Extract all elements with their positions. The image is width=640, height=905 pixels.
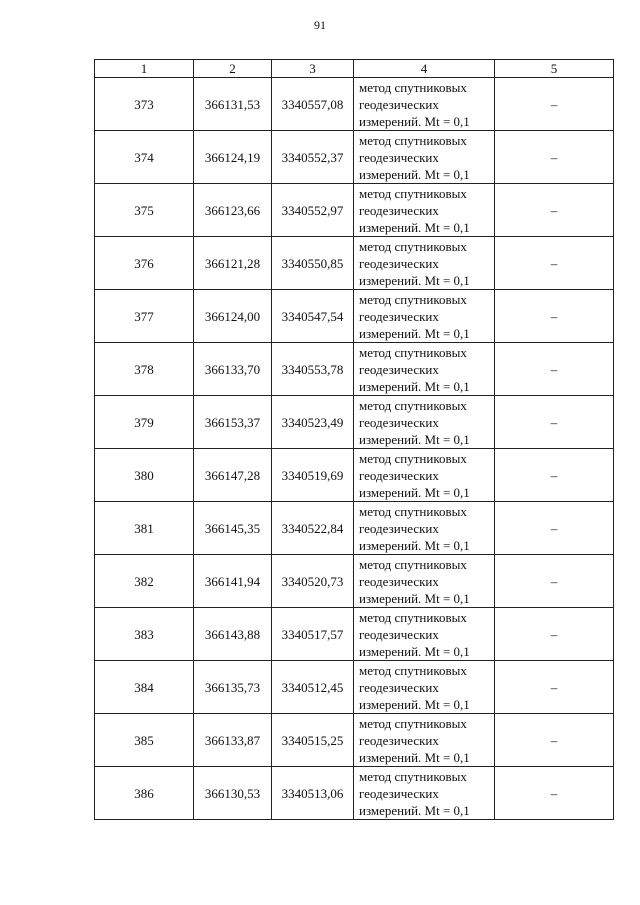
method-cell [354, 555, 495, 608]
method-line: метод спутниковых [359, 450, 467, 466]
table-header-row [95, 60, 614, 78]
x-coordinate-cell: 366153,37 [194, 396, 272, 449]
table-row [95, 449, 614, 502]
method-line: измерений. Mt = 0,1 [359, 325, 470, 341]
table-row [95, 661, 614, 714]
table-row [95, 237, 614, 290]
method-line: геодезических [359, 679, 439, 695]
point-number-cell: 374 [95, 131, 194, 184]
header-cell-4: 4 [354, 60, 495, 78]
method-line: измерений. Mt = 0,1 [359, 113, 470, 129]
table-row [95, 184, 614, 237]
x-coordinate-cell: 366124,00 [194, 290, 272, 343]
y-coordinate-cell: 3340547,54 [272, 290, 354, 343]
note-cell: – [495, 555, 614, 608]
note-cell: – [495, 131, 614, 184]
y-coordinate-cell: 3340553,78 [272, 343, 354, 396]
note-cell: – [495, 343, 614, 396]
note-cell: – [495, 237, 614, 290]
method-line: метод спутниковых [359, 397, 467, 413]
method-line: геодезических [359, 520, 439, 536]
method-cell [354, 449, 495, 502]
note-cell: – [495, 714, 614, 767]
table-row [95, 78, 614, 131]
point-number-cell: 376 [95, 237, 194, 290]
method-cell [354, 343, 495, 396]
y-coordinate-cell: 3340557,08 [272, 78, 354, 131]
header-cell-5: 5 [495, 60, 614, 78]
method-cell [354, 714, 495, 767]
method-line: измерений. Mt = 0,1 [359, 537, 470, 553]
x-coordinate-cell: 366130,53 [194, 767, 272, 820]
method-line: геодезических [359, 626, 439, 642]
table-row [95, 502, 614, 555]
method-line: метод спутниковых [359, 768, 467, 784]
point-number-cell: 386 [95, 767, 194, 820]
point-number-cell: 384 [95, 661, 194, 714]
method-line: измерений. Mt = 0,1 [359, 590, 470, 606]
method-line: измерений. Mt = 0,1 [359, 219, 470, 235]
point-number-cell: 373 [95, 78, 194, 131]
point-number-cell: 378 [95, 343, 194, 396]
table-row [95, 767, 614, 820]
header-cell-2: 2 [194, 60, 272, 78]
method-line: геодезических [359, 732, 439, 748]
note-cell: – [495, 449, 614, 502]
method-line: метод спутниковых [359, 662, 467, 678]
method-line: метод спутниковых [359, 715, 467, 731]
note-cell: – [495, 608, 614, 661]
method-cell [354, 78, 495, 131]
header-cell-3: 3 [272, 60, 354, 78]
point-number-cell: 377 [95, 290, 194, 343]
x-coordinate-cell: 366133,70 [194, 343, 272, 396]
y-coordinate-cell: 3340513,06 [272, 767, 354, 820]
x-coordinate-cell: 366131,53 [194, 78, 272, 131]
x-coordinate-cell: 366121,28 [194, 237, 272, 290]
note-cell: – [495, 767, 614, 820]
method-cell [354, 502, 495, 555]
y-coordinate-cell: 3340522,84 [272, 502, 354, 555]
method-cell [354, 767, 495, 820]
method-cell [354, 237, 495, 290]
x-coordinate-cell: 366123,66 [194, 184, 272, 237]
method-line: метод спутниковых [359, 79, 467, 95]
method-line: измерений. Mt = 0,1 [359, 431, 470, 447]
point-number-cell: 382 [95, 555, 194, 608]
note-cell: – [495, 661, 614, 714]
x-coordinate-cell: 366135,73 [194, 661, 272, 714]
method-cell [354, 608, 495, 661]
table-row [95, 714, 614, 767]
note-cell: – [495, 290, 614, 343]
method-line: геодезических [359, 255, 439, 271]
method-line: метод спутниковых [359, 556, 467, 572]
method-line: геодезических [359, 361, 439, 377]
y-coordinate-cell: 3340512,45 [272, 661, 354, 714]
header-cell-1: 1 [95, 60, 194, 78]
note-cell: – [495, 78, 614, 131]
y-coordinate-cell: 3340523,49 [272, 396, 354, 449]
method-line: измерений. Mt = 0,1 [359, 749, 470, 765]
method-line: геодезических [359, 96, 439, 112]
method-line: геодезических [359, 308, 439, 324]
table-row [95, 396, 614, 449]
table-row [95, 290, 614, 343]
method-line: метод спутниковых [359, 238, 467, 254]
method-line: геодезических [359, 573, 439, 589]
method-line: метод спутниковых [359, 291, 467, 307]
method-cell [354, 396, 495, 449]
table-row [95, 555, 614, 608]
method-line: измерений. Mt = 0,1 [359, 643, 470, 659]
point-number-cell: 381 [95, 502, 194, 555]
x-coordinate-cell: 366143,88 [194, 608, 272, 661]
method-line: метод спутниковых [359, 132, 467, 148]
method-line: измерений. Mt = 0,1 [359, 696, 470, 712]
note-cell: – [495, 396, 614, 449]
method-line: измерений. Mt = 0,1 [359, 378, 470, 394]
method-cell [354, 184, 495, 237]
method-line: геодезических [359, 149, 439, 165]
y-coordinate-cell: 3340520,73 [272, 555, 354, 608]
method-line: измерений. Mt = 0,1 [359, 484, 470, 500]
method-line: метод спутниковых [359, 344, 467, 360]
method-cell [354, 290, 495, 343]
page-number: 91 [314, 18, 326, 32]
method-line: измерений. Mt = 0,1 [359, 802, 470, 818]
method-cell [354, 131, 495, 184]
coordinates-table [94, 59, 614, 820]
method-line: геодезических [359, 785, 439, 801]
method-line: метод спутниковых [359, 503, 467, 519]
point-number-cell: 383 [95, 608, 194, 661]
x-coordinate-cell: 366124,19 [194, 131, 272, 184]
x-coordinate-cell: 366133,87 [194, 714, 272, 767]
note-cell: – [495, 502, 614, 555]
table-row [95, 131, 614, 184]
method-line: геодезических [359, 414, 439, 430]
method-line: геодезических [359, 467, 439, 483]
method-line: метод спутниковых [359, 185, 467, 201]
method-line: геодезических [359, 202, 439, 218]
point-number-cell: 385 [95, 714, 194, 767]
point-number-cell: 380 [95, 449, 194, 502]
method-line: измерений. Mt = 0,1 [359, 272, 470, 288]
point-number-cell: 379 [95, 396, 194, 449]
x-coordinate-cell: 366145,35 [194, 502, 272, 555]
method-line: метод спутниковых [359, 609, 467, 625]
y-coordinate-cell: 3340552,37 [272, 131, 354, 184]
note-cell: – [495, 184, 614, 237]
y-coordinate-cell: 3340515,25 [272, 714, 354, 767]
y-coordinate-cell: 3340550,85 [272, 237, 354, 290]
method-cell [354, 661, 495, 714]
table-row [95, 343, 614, 396]
point-number-cell: 375 [95, 184, 194, 237]
method-line: измерений. Mt = 0,1 [359, 166, 470, 182]
x-coordinate-cell: 366147,28 [194, 449, 272, 502]
y-coordinate-cell: 3340517,57 [272, 608, 354, 661]
x-coordinate-cell: 366141,94 [194, 555, 272, 608]
y-coordinate-cell: 3340519,69 [272, 449, 354, 502]
y-coordinate-cell: 3340552,97 [272, 184, 354, 237]
table-row [95, 608, 614, 661]
